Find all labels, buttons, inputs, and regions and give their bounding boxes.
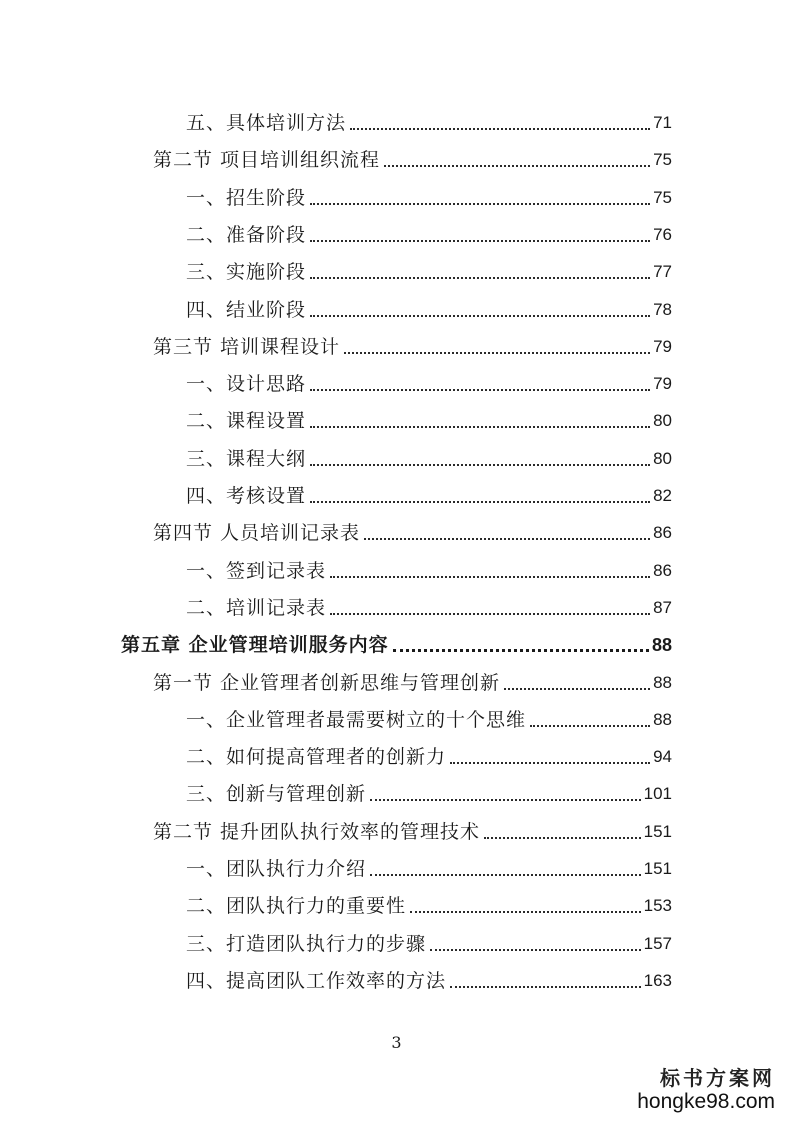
watermark-title: 标书方案网 xyxy=(660,1066,775,1090)
toc-entry-label: 四、考核设置 xyxy=(186,485,307,507)
toc-entry-page: 153 xyxy=(643,896,672,915)
toc-leader-dots xyxy=(330,576,650,578)
toc-entry-chapter[interactable] xyxy=(121,621,672,658)
toc-entry-page: 151 xyxy=(643,822,672,841)
toc-entry-label: 三、打造团队执行力的步骤 xyxy=(186,933,427,955)
toc-leader-dots xyxy=(350,128,650,130)
toc-leader-dots xyxy=(370,799,641,801)
toc-entry-label: 二、准备阶段 xyxy=(186,224,307,246)
toc-entry-label: 第一节 企业管理者创新思维与管理创新 xyxy=(153,672,501,694)
toc-entry-page: 79 xyxy=(653,374,672,393)
toc-leader-dots xyxy=(450,986,641,988)
toc-entry-page: 80 xyxy=(653,449,672,468)
toc-entry-page: 76 xyxy=(653,225,672,244)
toc-entry-page: 77 xyxy=(653,262,672,281)
toc-entry-page: 86 xyxy=(653,523,672,542)
toc-leader-dots xyxy=(310,203,650,205)
toc-entry-label: 一、团队执行力介绍 xyxy=(186,858,367,880)
toc-leader-dots xyxy=(330,613,650,615)
toc-entry-label: 第二节 项目培训组织流程 xyxy=(153,149,381,171)
toc-entry-page: 80 xyxy=(653,411,672,430)
toc-leader-dots xyxy=(344,352,650,354)
toc-entry-page: 75 xyxy=(653,188,672,207)
toc-entry-label: 二、课程设置 xyxy=(186,410,307,432)
toc-entry-item[interactable] xyxy=(186,397,672,434)
toc-leader-dots xyxy=(484,837,641,839)
toc-entry-item[interactable] xyxy=(186,696,672,733)
toc-entry-label: 二、如何提高管理者的创新力 xyxy=(186,746,447,768)
toc-leader-dots xyxy=(310,315,650,317)
toc-entry-label: 第三节 培训课程设计 xyxy=(153,336,341,358)
toc-leader-dots xyxy=(310,277,650,279)
toc-entry-label: 第四节 人员培训记录表 xyxy=(153,522,361,544)
toc-entry-section[interactable] xyxy=(153,323,672,360)
toc-entry-page: 71 xyxy=(653,113,672,132)
toc-entry-label: 四、结业阶段 xyxy=(186,299,307,321)
toc-entry-label: 五、具体培训方法 xyxy=(186,112,347,134)
toc-entry-label: 三、实施阶段 xyxy=(186,261,307,283)
toc-entry-label: 第五章 企业管理培训服务内容 xyxy=(121,634,389,656)
toc-leader-dots xyxy=(310,426,650,428)
watermark-url: hongke98.com xyxy=(637,1090,775,1113)
toc-entry-item[interactable] xyxy=(186,248,672,285)
toc-entry-page: 88 xyxy=(653,710,672,729)
watermark xyxy=(637,1066,775,1114)
toc-entry-label: 三、课程大纲 xyxy=(186,448,307,470)
toc-entry-page: 94 xyxy=(653,747,672,766)
page-number: 3 xyxy=(391,1033,402,1052)
toc-entry-section[interactable] xyxy=(153,136,672,173)
toc-entry-section[interactable] xyxy=(153,509,672,546)
toc-entry-item[interactable] xyxy=(186,920,672,957)
toc-entry-item[interactable] xyxy=(186,435,672,472)
toc-entry-page: 151 xyxy=(643,859,672,878)
toc-entry-label: 四、提高团队工作效率的方法 xyxy=(186,970,447,992)
toc-entry-item[interactable] xyxy=(186,957,672,994)
toc-entry-item[interactable] xyxy=(186,770,672,807)
toc-entry-page: 87 xyxy=(653,598,672,617)
toc-entry-label: 一、设计思路 xyxy=(186,373,307,395)
toc-entry-item[interactable] xyxy=(186,733,672,770)
toc-entry-item[interactable] xyxy=(186,472,672,509)
toc-leader-dots xyxy=(530,725,650,727)
toc-entry-page: 157 xyxy=(643,934,672,953)
toc-entry-section[interactable] xyxy=(153,808,672,845)
toc-leader-dots xyxy=(364,538,650,540)
toc-entry-page: 88 xyxy=(653,673,672,692)
toc-leader-dots xyxy=(504,688,650,690)
toc-entry-item[interactable] xyxy=(186,547,672,584)
toc-leader-dots xyxy=(310,389,650,391)
toc-entry-page: 88 xyxy=(651,635,672,655)
toc-entry-page: 163 xyxy=(643,971,672,990)
toc-leader-dots xyxy=(310,501,650,503)
toc-entry-item[interactable] xyxy=(186,211,672,248)
toc-leader-dots xyxy=(310,240,650,242)
toc-leader-dots xyxy=(384,165,650,167)
toc-leader-dots xyxy=(310,464,650,466)
toc-entry-page: 86 xyxy=(653,561,672,580)
toc-leader-dots xyxy=(410,911,641,913)
toc-entry-item[interactable] xyxy=(186,845,672,882)
toc-entry-page: 79 xyxy=(653,337,672,356)
toc-leader-dots xyxy=(370,874,641,876)
toc-entry-item[interactable] xyxy=(186,360,672,397)
toc-entry-item[interactable] xyxy=(186,99,672,136)
toc-entry-section[interactable] xyxy=(153,659,672,696)
toc-entry-item[interactable] xyxy=(186,882,672,919)
toc-entry-label: 二、团队执行力的重要性 xyxy=(186,895,407,917)
toc-entry-page: 75 xyxy=(653,150,672,169)
toc-leader-dots xyxy=(450,762,650,764)
toc-entry-page: 82 xyxy=(653,486,672,505)
toc-entry-page: 78 xyxy=(653,300,672,319)
toc-entry-label: 一、企业管理者最需要树立的十个思维 xyxy=(186,709,527,731)
toc-leader-dots xyxy=(430,949,641,951)
toc-entry-label: 一、招生阶段 xyxy=(186,187,307,209)
toc-entry-item[interactable] xyxy=(186,286,672,323)
toc-entry-label: 一、签到记录表 xyxy=(186,560,327,582)
toc-entry-label: 第二节 提升团队执行效率的管理技术 xyxy=(153,821,481,843)
toc-entry-label: 二、培训记录表 xyxy=(186,597,327,619)
toc-entry-label: 三、创新与管理创新 xyxy=(186,783,367,805)
toc-entry-item[interactable] xyxy=(186,174,672,211)
toc-leader-dots xyxy=(393,649,649,652)
toc-entry-item[interactable] xyxy=(186,584,672,621)
toc-entry-page: 101 xyxy=(643,784,672,803)
